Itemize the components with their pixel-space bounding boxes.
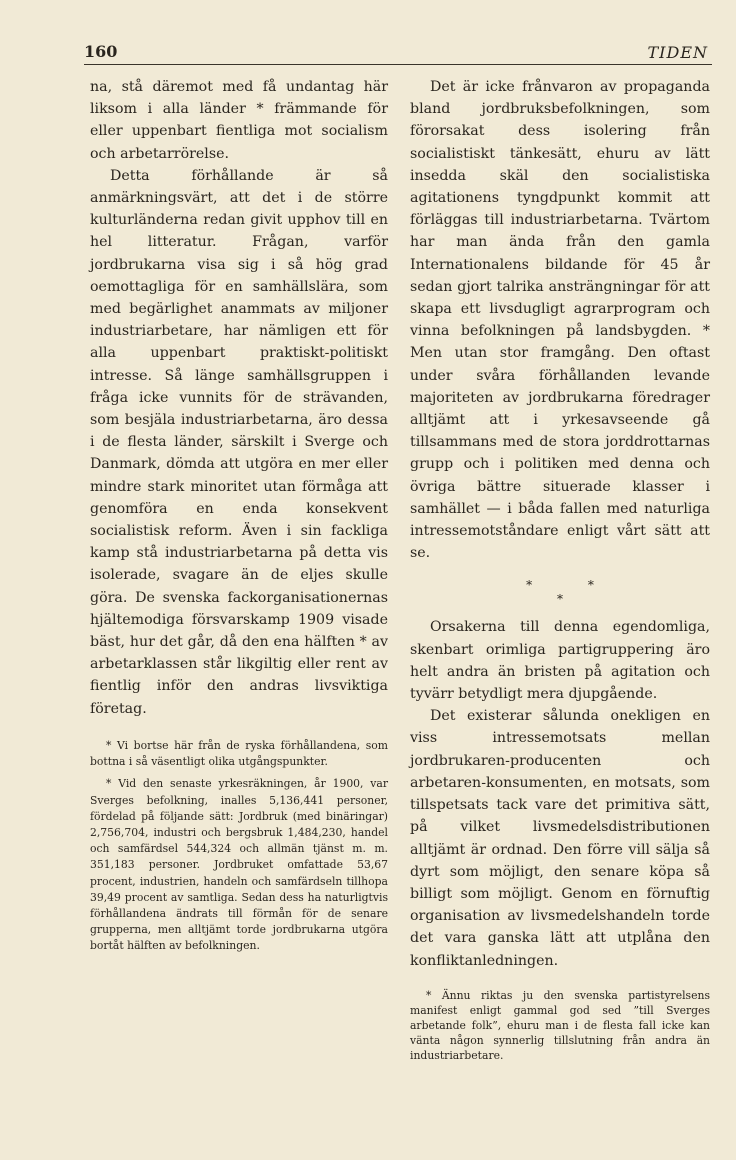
left-paragraph-2: Detta förhållande är så anmärkningsvärt, att det i de större kulturländerna redan givit upphov till en hel litteratur. Frågan, varför jordbrukarna visa sig i så hög grad oemottagliga för en samhällslära, som med begärlighet anammats av miljoner industriarbetare, har nämligen ett för alla uppenbart praktiskt-politiskt intresse. Så länge samhällsgruppen i fråga icke vunnits för de strävanden, som besjäla industriarbetarna, äro dessa i de flesta länder, särskilt i Sverge och Danmark, dömda att utgöra en mer eller mindre stark minoritet utan förmåga att genomföra en enda konsekvent socialistisk reform. Även i sin fackliga kamp stå industriarbetarna på detta vis isolerade, svagare än de eljes skulle göra. De svenska fackorganisationernas hjältemodiga försvarskamp 1909 visade bäst, hur det går, då den ena hälften * av arbetarklassen står likgiltig eller rent av fientlig inför den andras livsviktiga företag. [90, 167, 388, 717]
footnote-yrkesrakning: * Vid den senaste yrkesräkningen, år 1900, var Sverges befolkning, inalles 5,136,441 personer, fördelad på följande sätt: Jordbruk (med binäringar) 2,756,704, industri och bergsbruk 1,484,230, handel och samfärdsel 544,324 och allmän tjänst m. m. 351,183 personer. Jordbruket omfattade 53,67 procent, industrien, handeln och samfärdseln tillhopa 39,49 procent av samtliga. Sedan dess ha naturligtvis förhållandena ändrats till förmån för de senare grupperna, men alltjämt torde jordbrukarna utgöra bortåt hälften av befolkningen. [90, 777, 388, 953]
right-paragraph-2: Orsakerna till denna egendomliga, skenbart orimliga partigruppering äro helt andra än bristen på agitation och tyvärr betydligt mera djupgående. [410, 619, 710, 703]
left-column [90, 76, 388, 955]
footnote-partistyrelse: * Ännu riktas ju den svenska partistyrelsens manifest enligt gammal god sed ”till Sverges arbetande folk”, ehuru man i de flesta fall icke kan vänta någon synnerlig tillslutning från andra än industriarbetare. [410, 988, 710, 1062]
page-number: 160 [84, 42, 118, 61]
left-paragraph-1: na, stå däremot med få undantag här liksom i alla länder * främmande för eller uppenbart fientliga mot socialism och arbetarrörelse. [90, 79, 388, 162]
header-rule [84, 64, 712, 65]
footnote-ryska: * Vi bortse här från de ryska förhållandena, som bottna i så väsentligt olika utgångspunkter. [90, 738, 388, 769]
section-ornament [410, 578, 710, 606]
right-column [410, 76, 710, 1063]
running-head: TIDEN [647, 43, 708, 62]
ornament-star: * [587, 578, 594, 593]
right-paragraph-1: Det är icke frånvaron av propaganda bland jordbruksbefolkningen, som förorsakat dess isolering från socialistiskt tänkesätt, ehuru av lätt insedda skäl den socialistiska agitationens tyngdpunkt kommit att förläggas till industriarbetarna. Tvärtom har man ända från den gamla Internationalens bildande för 45 år sedan gjort talrika ansträngningar för att skapa ett livsdugligt agrarprogram och vinna befolkningen på landsbygden. * Men utan stor framgång. Den oftast under svåra förhållanden levande majoriteten av jordbrukarna föredrager alltjämt att i yrkesavseende gå tillsammans med de stora jorddrottarnas grupp och i politiken med denna och övriga bättre situerade klasser i samhället — i båda fallen med naturliga intressemotståndare enligt vårt sätt att se. [410, 79, 710, 562]
left-footnotes [90, 738, 388, 955]
ornament-star: * [557, 592, 563, 607]
right-footnotes [410, 988, 710, 1063]
ornament-star: * [526, 578, 533, 593]
right-paragraph-3: Det existerar sålunda onekligen en viss intressemotsats mellan jordbrukaren-producenten och arbetaren-konsumenten, en motsats, som tillspetsats tack vare det primitiva sätt, på vilket livsmedelsdistributionen alltjämt är ordnad. Den förre vill sälja så dyrt som möjligt, den senare köpa så billigt som möjligt. Genom en förnuftig organisation av livsmedelshandeln torde det vara ganska lätt att utplåna den konfliktanledningen. [410, 708, 710, 969]
